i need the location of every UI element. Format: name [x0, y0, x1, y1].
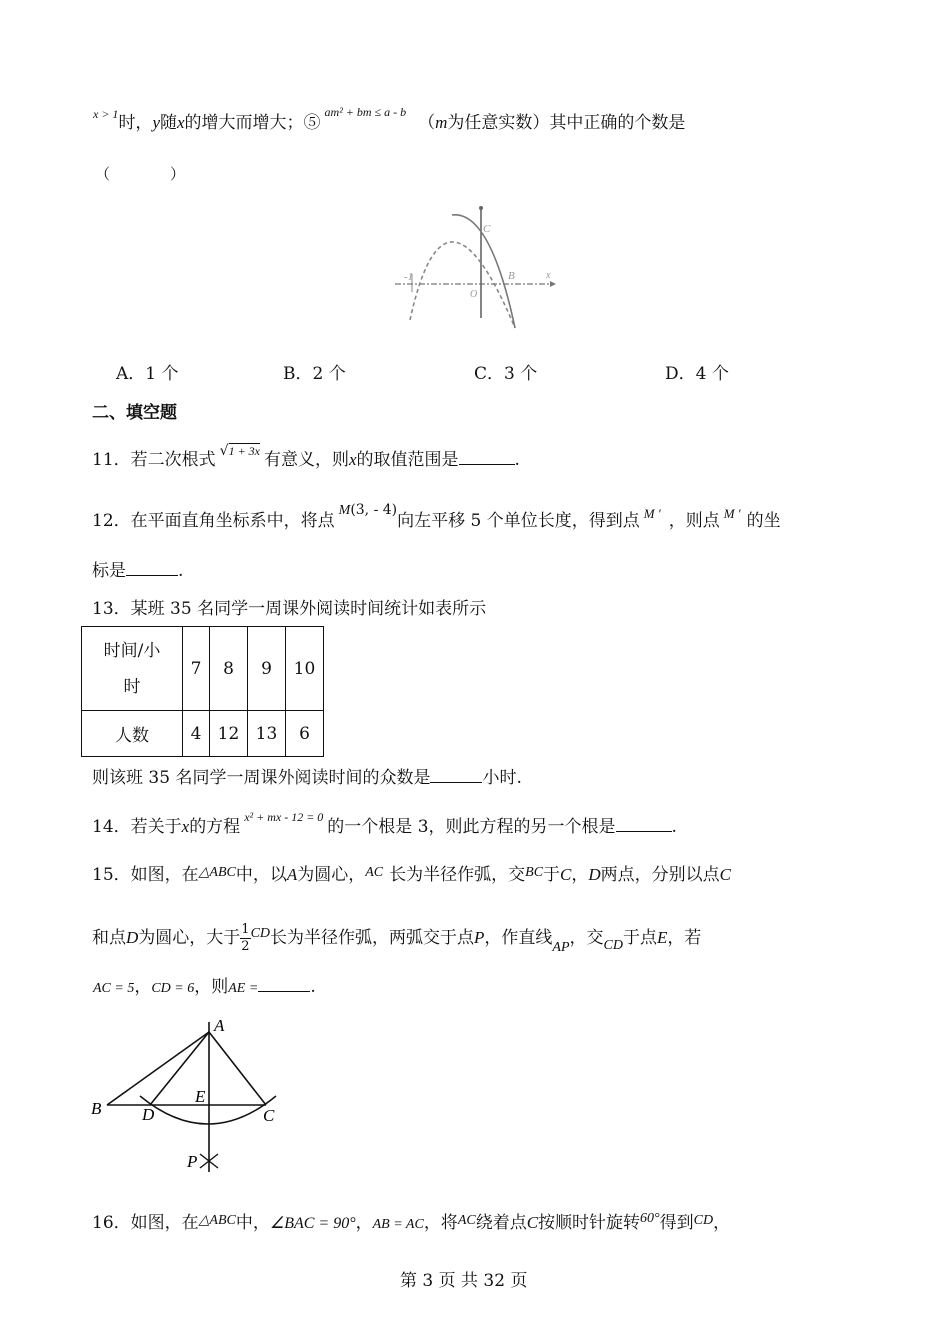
- table-cell: 6: [286, 711, 324, 757]
- reading-time-table: [81, 626, 324, 757]
- label-p: P: [187, 1152, 198, 1171]
- option-a[interactable]: A．1 个: [116, 364, 179, 384]
- q12-line2: 标是 .: [92, 561, 184, 581]
- label-d: D: [142, 1105, 155, 1124]
- q16: 16．如图，在$^{\triangle ABC}$中，∠BAC = 90°，AB = AC，将$^{AC}$绕着点C按顺时针旋转$^{60^\circ}$得到$^{CD}$，: [92, 1211, 731, 1233]
- label-o: O: [470, 289, 478, 300]
- option-c[interactable]: C．3 个: [474, 364, 538, 384]
- q13-text: 13．某班 35 名同学一周课外阅读时间统计如表所示: [92, 599, 487, 619]
- answer-paren: （ ）: [95, 165, 186, 183]
- page-footer: 第 3 页 共 32 页: [400, 1271, 528, 1291]
- q14: 14．若关于x的方程 $^{x^2 + mx - 12 = 0}$ 的一个根是 3，则此方程的另一个根是 .: [92, 810, 677, 837]
- line1: $^{x > 1}$时，y随x的增大而增大；⑤$^{am^2 + bm \le a - b}$（m为任意实数）其中正确的个数是: [93, 105, 686, 133]
- q12-line1: 12．在平面直角坐标系中，将点$^{M(3, - 4)}$向左平移 5 个单位长度，得到点 $^{M '}$ ，则点 $^{M '}$ 的坐: [92, 502, 781, 531]
- line-ac: [209, 1032, 266, 1105]
- table-header-time: 时间/小 时: [82, 627, 183, 711]
- q15-line2: 和点D为圆心，大于 $\frac{1}{2}$ $^{CD}$长为半径作弧，两弧交于点P，作直线$_{AP}$，交$_{CD}$于点E，若: [92, 922, 702, 955]
- q11-answer-blank[interactable]: [459, 463, 515, 465]
- table-cell: 10: [286, 627, 324, 711]
- fraction-half: $\frac{1}{2}$: [241, 922, 250, 954]
- option-d[interactable]: D．4 个: [665, 364, 729, 384]
- section-title: 二、填空题: [92, 403, 177, 423]
- label-a: A: [214, 1016, 225, 1035]
- cond-math: x > 1: [93, 107, 119, 121]
- triangle-figure: [88, 1010, 303, 1180]
- q11: 11．若二次根式 √1 + 3x 有意义，则x的取值范围是 .: [92, 445, 520, 470]
- q14-answer-blank[interactable]: [616, 830, 672, 832]
- parabola-curve: [410, 242, 515, 328]
- q15-line1: 15．如图，在$^{\triangle ABC}$中，以A为圆心，$^{AC}$ 长为半径作弧，交$^{BC}$于C，D两点，分别以点C: [92, 865, 731, 885]
- q12-answer-blank[interactable]: [126, 574, 178, 576]
- label-c: C: [483, 223, 491, 235]
- label-b: B: [508, 270, 515, 282]
- table-cell: 9: [248, 627, 286, 711]
- q13-after: 则该班 35 名同学一周课外阅读时间的众数是 小时.: [92, 768, 522, 788]
- q15-line3: AC = 5，CD = 6，则AE = .: [93, 977, 316, 997]
- q13-answer-blank[interactable]: [430, 781, 482, 783]
- table-cell: 7: [183, 627, 210, 711]
- table-header-count: 人数: [82, 711, 183, 757]
- table-cell: 12: [210, 711, 248, 757]
- label-x: x: [546, 270, 551, 281]
- label-c: C: [263, 1106, 275, 1125]
- q15-answer-blank[interactable]: [258, 990, 310, 992]
- table-cell: 13: [248, 711, 286, 757]
- arc-dc: [140, 1096, 276, 1124]
- parabola-figure: [390, 200, 560, 330]
- label-minus-one: -1: [404, 271, 414, 283]
- label-e: E: [195, 1087, 206, 1106]
- table-cell: 4: [183, 711, 210, 757]
- x-axis-arrow: [550, 281, 556, 287]
- sqrt-expression: √1 + 3x: [219, 443, 260, 459]
- ineq-math: am² + bm ≤ a - b: [324, 105, 407, 119]
- label-b: B: [91, 1099, 102, 1118]
- table-cell: 8: [210, 627, 248, 711]
- option-b[interactable]: B．2 个: [283, 364, 346, 384]
